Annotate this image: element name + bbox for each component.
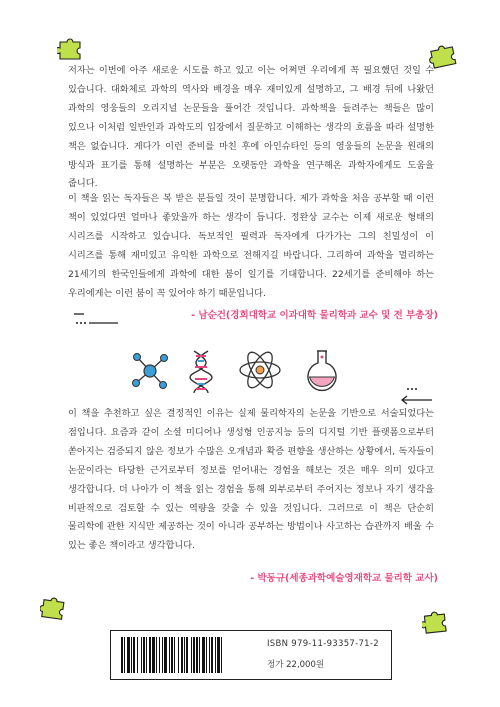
barcode-bar xyxy=(146,637,147,673)
barcode-image xyxy=(119,635,259,675)
barcode-bar xyxy=(143,637,145,673)
atom-icon xyxy=(237,347,283,393)
barcode-bar xyxy=(152,637,155,673)
puzzle-piece-icon xyxy=(422,608,450,634)
barcode-bar xyxy=(211,637,213,673)
recommender-signature: - 박동규(세종과학예술영재학교 물리학 교사) xyxy=(250,573,438,584)
recommender-signature: - 남순건(경희대학교 이과대학 물리학과 교수 및 전 부총장) xyxy=(191,310,438,321)
recommendation-paragraph: 이 책을 추천하고 싶은 결정적인 이유는 실제 물리학자의 논문을 기반으로 서술되었다는 점입니다. 요즘과 같이 소셜 미디어나 생성형 인공지능 등의 디지털 기반 플랫폼으로부터 쏟아지는 검증되지 않은 정보가 수많은 오개념과 확증 편향을 생산하는 상황에서, 독자들이 논문이라는 타당한 근거로부터 정보를 얻어내는 경험을 해보는 것은 매우 의미 있다고 생각합니다. 더 나아가 이 책을 읽는 경험을 통해 외부로부터 주어지는 정보나 자기 생각을 비판적으로 검토할 수 있는 역량을 갖출 수 있을 것입니다. 그러므로 이 책은 단순히 물리학에 관한 지식만 제공하는 것이 아니라 공부하는 방법이나 사고하는 습관까지 배울 수 있는 좋은 책이라고 생각합니다. xyxy=(68,408,434,552)
barcode-bar xyxy=(178,637,179,673)
puzzle-piece-icon xyxy=(40,595,66,621)
barcode-bar xyxy=(156,637,157,673)
barcode-bar xyxy=(186,637,188,673)
barcode-bar xyxy=(133,637,135,673)
flask-icon xyxy=(302,347,342,395)
barcode-bar xyxy=(174,637,175,673)
barcode-bar xyxy=(215,637,216,673)
barcode-box xyxy=(110,630,392,680)
barcode-bar xyxy=(171,637,173,673)
barcode-bar xyxy=(127,637,130,673)
barcode-bar xyxy=(206,637,207,673)
barcode-bar xyxy=(149,637,151,673)
barcode-bar xyxy=(193,637,195,673)
barcode-bar xyxy=(221,637,222,673)
recommendation-paragraph: 저자는 이번에 아주 새로운 시도를 하고 있고 이는 어쩌면 우리에게 꼭 필요했던 것일 수 있습니다. 대화체로 과학의 역사와 배경을 매우 재미있게 설명하고, 그 배경 뒤에 나왔던 과학의 영웅들의 오리지널 논문들을 풀어간 것입니다. 과학책을 들려주는 책들은 많이 있으나 이처럼 일반인과 과학도의 입장에서 질문하고 이해하는 생각의 흐름을 따라 설명한 책은 없습니다. 게다가 이런 준비를 마친 후에 아인슈타인 등의 영웅들의 논문을 원래의 방식과 표기를 통해 설명하는 부분은 오랫동안 과학을 연구해온 과학자에게도 도움을 줍니다. xyxy=(68,65,434,190)
barcode-bar xyxy=(191,637,192,673)
barcode-bar xyxy=(141,637,142,673)
barcode-bar xyxy=(137,637,138,673)
divider-ornament xyxy=(74,312,120,326)
barcode-bar xyxy=(196,637,198,673)
barcode-bar xyxy=(217,637,220,673)
puzzle-piece-icon xyxy=(57,35,85,61)
barcode-bar xyxy=(209,637,210,673)
barcode-bar xyxy=(159,637,160,673)
barcode-bar xyxy=(181,637,183,673)
recommendation-paragraph: 이 책을 읽는 독자들은 복 받은 분들일 것이 분명합니다. 제가 과학을 처음 공부할 때 이런 책이 있었다면 얼마나 좋았을까 하는 생각이 듭니다. 정완상 교수는 이제 새로운 형태의 시리즈를 시작하고 있습니다. 독보적인 필력과 독자에게 다가가는 그의 친밀성이 이 시리즈를 통해 재미있고 유익한 과학으로 전해지길 바랍니다. 그리하여 과학을 멀리하는 21세기의 한국인들에게 과학에 대한 붐이 일기를 기대합니다. 22세기를 준비해야 하는 우리에게는 이런 붐이 꼭 있어야 하기 때문입니다. xyxy=(68,193,434,299)
barcode-bar xyxy=(184,637,185,673)
barcode-bar xyxy=(124,637,125,673)
dna-icon xyxy=(186,349,216,395)
divider-ornament xyxy=(394,386,434,406)
barcode-bar xyxy=(202,637,205,673)
barcode-bar xyxy=(121,637,123,673)
barcode-bar xyxy=(164,637,167,673)
price-label: 정가 22,000원 xyxy=(267,660,325,670)
barcode-bar xyxy=(162,637,163,673)
barcode-bar xyxy=(169,637,170,673)
isbn-label: ISBN 979-11-93357-71-2 xyxy=(267,639,379,649)
barcode-bar xyxy=(131,637,132,673)
molecule-icon xyxy=(128,349,172,393)
barcode-bar xyxy=(199,637,200,673)
